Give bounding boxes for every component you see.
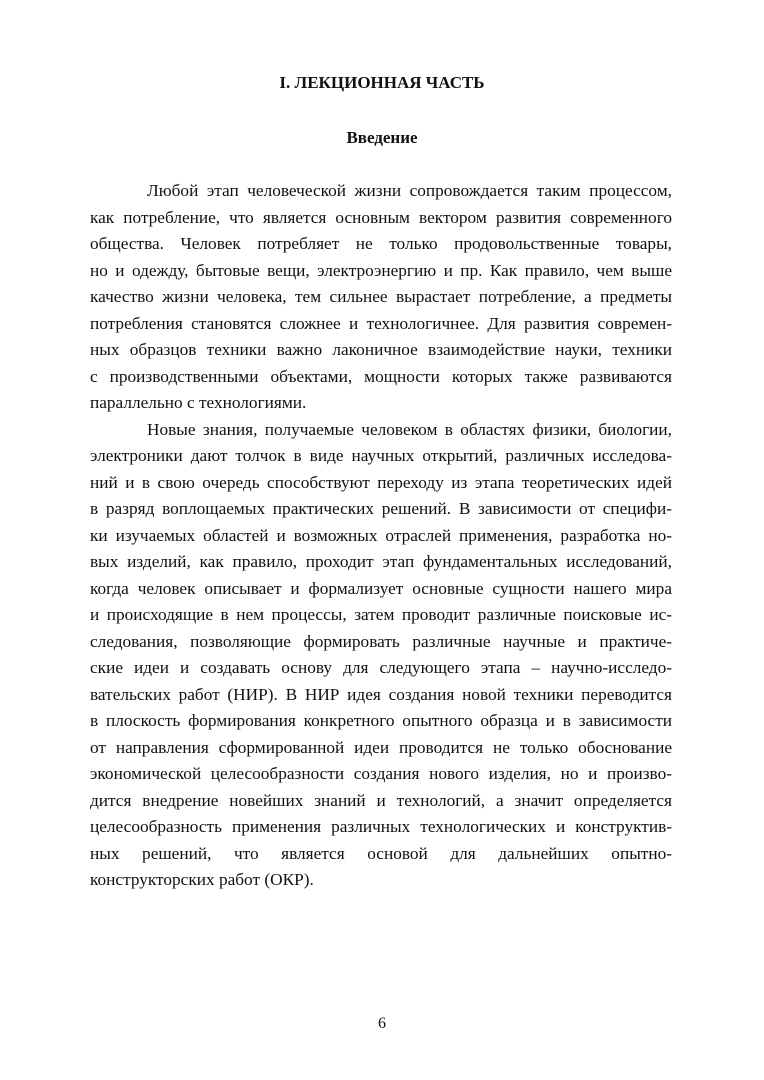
text-line: потребления становятся сложнее и технологичнее. Для развития современ- [90,313,672,333]
text-line: экономической целесообразности создания нового изделия, но и произво- [90,764,672,783]
text-line: качество жизни человека, тем сильнее вырастает потребление, а предметы [90,287,672,306]
text-line: в плоскость формирования конкретного опытного образца и в зависимости [90,711,672,730]
text-line: электроники дают толчок в виде научных открытий, различных исследова- [90,446,672,465]
text-line: ки изучаемых областей и возможных отраслей применения, разработка но- [90,525,672,545]
paragraph-2 [90,417,672,894]
text-line: целесообразность применения различных технологических и конструктив- [90,817,672,836]
body-text [90,178,672,894]
text-line: Любой этап человеческой жизни сопровождается таким процессом, [147,181,672,200]
paragraph-1 [90,178,672,417]
text-line: но и одежду, бытовые вещи, электроэнергию и пр. Как правило, чем выше [90,260,672,280]
text-line: конструкторских работ (ОКР). [90,870,314,889]
text-line: с производственными объектами, мощности которых также развиваются [90,366,672,386]
text-line: ных образцов техники важно лаконичное взаимодействие науки, техники [90,340,672,359]
text-line: как потребление, что является основным вектором развития современного [90,207,672,227]
text-line: ний и в свою очередь способствуют переходу из этапа теоретических идей [90,472,672,492]
text-line: ские идеи и создавать основу для следующего этапа – научно-исследо- [90,658,672,677]
text-line: от направления сформированной идеи проводится не только обоснование [90,737,672,757]
text-line: общества. Человек потребляет не только продовольственные товары, [90,234,672,253]
text-line: вых изделий, как правило, проходит этап фундаментальных исследований, [90,552,672,571]
text-line: следования, позволяющие формировать различные научные и практиче- [90,631,672,651]
text-line: Новые знания, получаемые человеком в областях физики, биологии, [147,419,672,439]
text-line: в разряд воплощаемых практических решений. В зависимости от специфи- [90,499,672,518]
chapter-heading: I. ЛЕКЦИОННАЯ ЧАСТЬ [279,73,485,92]
section-title: Введение [346,128,418,147]
text-line: дится внедрение новейших знаний и технологий, а значит определяется [90,790,672,810]
text-line: вательских работ (НИР). В НИР идея создания новой техники переводится [90,684,672,704]
text-line: когда человек описывает и формализует основные сущности нашего мира [90,578,672,598]
text-line: параллельно с технологиями. [90,393,307,412]
text-line: и происходящие в нем процессы, затем проводит различные поисковые ис- [90,605,672,624]
page-number: 6 [378,1015,386,1032]
text-line: ных решений, что является основой для дальнейших опытно- [90,843,672,863]
